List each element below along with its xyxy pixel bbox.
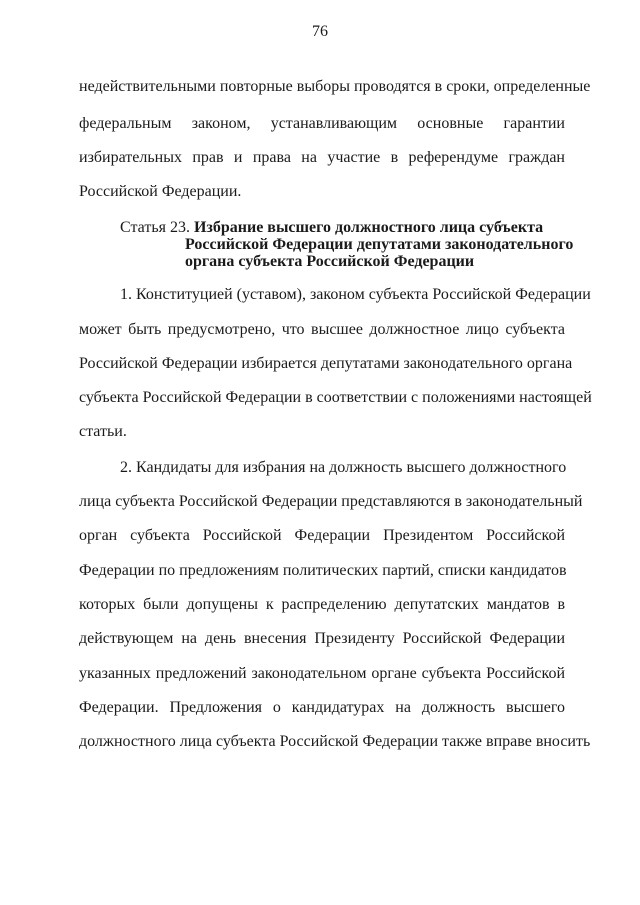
text-line: федеральным законом, устанавливающим основные гарантии [79, 115, 565, 132]
text-line: Российской Федерации избирается депутатами законодательного органа [79, 355, 573, 372]
text-line: Федерации. Предложения о кандидатурах на должность высшего [79, 699, 565, 716]
text-line: Российской Федерации. [79, 183, 242, 200]
article-title-line: Избрание высшего должностного лица субъекта [193, 219, 544, 236]
text-line: которых были допущены к распределению депутатских мандатов в [79, 596, 565, 613]
page-number: 76 [312, 23, 328, 40]
text-line: субъекта Российской Федерации в соответствии с положениями настоящей [79, 389, 592, 406]
text-line: статьи. [79, 423, 127, 440]
article-title-line: Российской Федерации депутатами законодательного [185, 236, 574, 253]
text-line: орган субъекта Российской Федерации Президентом Российской [79, 527, 565, 544]
text-line: Федерации по предложениям политических партий, списки кандидатов [79, 562, 567, 579]
text-line: избирательных прав и права на участие в референдуме граждан [79, 149, 565, 166]
text-line: 2. Кандидаты для избрания на должность высшего должностного [120, 459, 567, 476]
article-prefix: Статья 23. [120, 219, 190, 236]
article-title-line: органа субъекта Российской Федерации [185, 253, 475, 270]
text-line: лица субъекта Российской Федерации представляются в законодательный [79, 493, 583, 510]
text-line: недействительными повторные выборы проводятся в сроки, определенные [79, 78, 591, 95]
text-line: может быть предусмотрено, что высшее должностное лицо субъекта [79, 321, 565, 338]
text-line: указанных предложений законодательном органе субъекта Российской [79, 665, 565, 682]
text-line: действующем на день внесения Президенту Российской Федерации [79, 630, 565, 647]
text-line: 1. Конституцией (уставом), законом субъекта Российской Федерации [120, 286, 591, 303]
text-line: должностного лица субъекта Российской Федерации также вправе вносить [79, 733, 591, 750]
